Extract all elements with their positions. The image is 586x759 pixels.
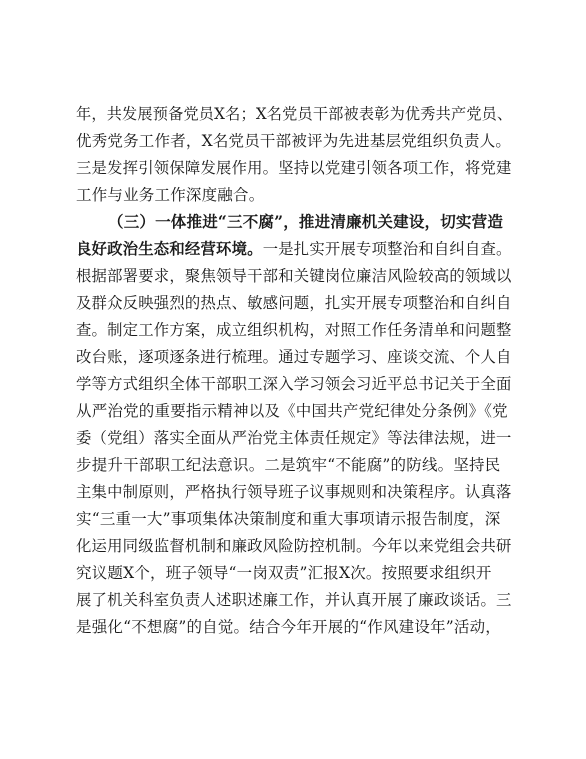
text-line: 改台账，逐项逐条进行梳理。通过专题学习、座谈交流、个人自 [76,348,512,366]
text-line: 步提升干部职工纪法意识。二是筑牢“不能腐”的防线。坚持民 [76,456,501,474]
text-line: 三是发挥引领保障发展作用。坚持以党建引领各项工作，将党建 [76,159,512,177]
text-line: 是强化“不想腐”的自觉。结合今年开展的“作风建设年”活动， [76,618,501,636]
text-line: 及群众反映强烈的热点、敏感问题，扎实开展专项整治和自纠自 [76,294,512,312]
text-line: 工作与业务工作深度融合。 [76,186,265,204]
text-line: 从严治党的重要指示精神以及《中国共产党纪律处分条例》《党 [76,402,508,420]
text-line: 学等方式组织全体干部职工深入学习领会习近平总书记关于全面 [76,375,512,393]
text-line: 实“三重一大”事项集体决策制度和重大事项请示报告制度，深 [76,510,501,528]
text-line: 主集中制原则，严格执行领导班子议事规则和决策程序。认真落 [76,483,512,501]
text-line-rest: 一是扎实开展专项整治和自纠自查。 [262,240,512,258]
text-line: 究议题X个，班子领导“一岗双责”汇报X次。按照要求组织开 [76,564,492,582]
text-line: 化运用同级监督机制和廉政风险防控机制。今年以来党组会共研 [76,537,512,555]
text-line: 委（党组）落实全面从严治党主体责任规定》等法律法规，进一 [76,429,512,447]
text-line: 优秀党务工作者，X名党员干部被评为先进基层党组织负责人。 [76,132,512,150]
text-line: 年，共发展预备党员X名；X名党员干部被表彰为优秀共产党员、 [76,105,513,123]
text-line: 展了机关科室负责人述职述廉工作，并认真开展了廉政谈话。三 [76,591,512,609]
section-heading-line: （三）一体推进“三不腐”，推进清廉机关建设，切实营造 [108,212,504,231]
text-line: 查。制定工作方案，成立组织机构，对照工作任务清单和问题整 [76,321,512,339]
text-line [76,239,512,259]
section-heading-continuation: 良好政治生态和经营环境。 [76,239,263,258]
text-line: 根据部署要求，聚焦领导干部和关键岗位廉洁风险较高的领域以 [76,267,512,285]
